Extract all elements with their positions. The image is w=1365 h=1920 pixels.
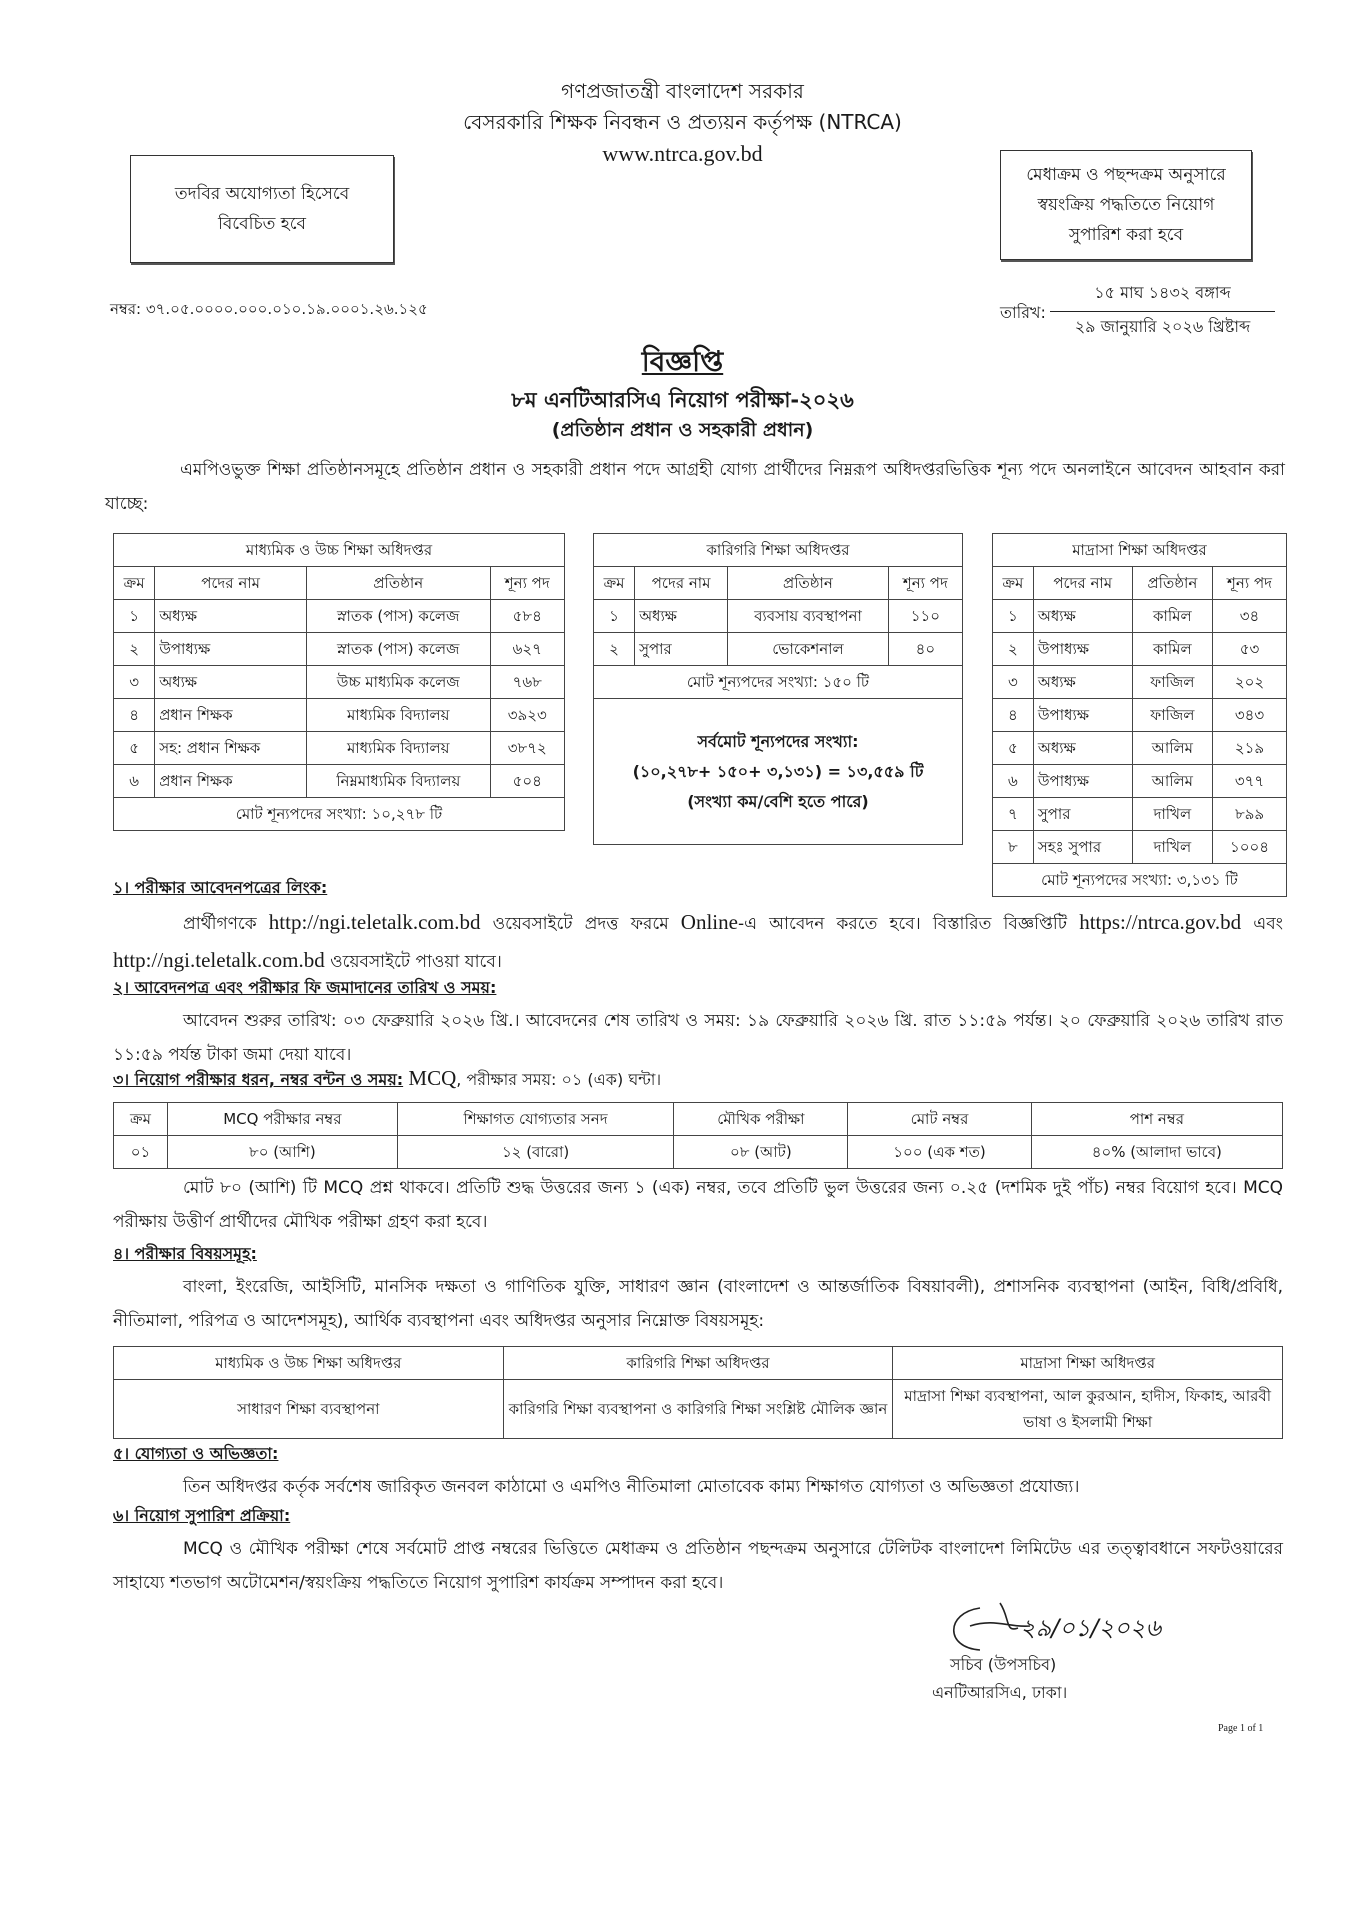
reference-number: নম্বর: ৩৭.০৫.০০০০.০০০.০১০.১৯.০০০১.২৬.১২৫ (110, 300, 428, 318)
authority-name: বেসরকারি শিক্ষক নিবন্ধন ও প্রত্যয়ন কর্তৃপক্ষ (NTRCA) (463, 110, 902, 134)
table-row (594, 633, 963, 666)
table-total: মোট শূন্যপদের সংখ্যা: ১০,২৭৮ টি (114, 798, 565, 831)
table-cell: উপাধ্যক্ষ (1033, 633, 1132, 666)
table-title: মাধ্যমিক ও উচ্চ শিক্ষা অধিদপ্তর (114, 534, 565, 567)
table-cell: সাধারণ শিক্ষা ব্যবস্থাপনা (114, 1380, 504, 1439)
date-bangla: ১৫ মাঘ ১৪৩২ বঙ্গাব্দ (1050, 280, 1275, 312)
subjects-table (113, 1346, 1283, 1439)
table-cell: অধ্যক্ষ (155, 600, 307, 633)
table-cell: ২ (993, 633, 1034, 666)
table-header-row (114, 567, 565, 600)
table-row (114, 732, 565, 765)
table-cell: ১০০ (এক শত) (848, 1136, 1031, 1169)
table-title-row (114, 534, 565, 567)
section-body: আবেদন শুরুর তারিখ: ০৩ ফেব্রুয়ারি ২০২৬ খ্রি.। আবেদনের শেষ তারিখ ও সময়: ১৯ ফেব্রুয়ারি ২০২৬ খ্রি. রাত ১১:৫৯ পর্যন্ত। ২০ ফেব্রুয়ারি ২০২৬ তারিখ রাত ১১:৫৯ পর্যন্ত টাকা জমা দেয়া যাবে। (113, 1011, 1283, 1065)
table-cell: ২ (114, 633, 155, 666)
table-cell: ৩৭৭ (1213, 765, 1287, 798)
table-cell: ৮০ (আশি) (167, 1136, 397, 1169)
text: Online (680, 910, 738, 934)
table-cell: ৩ (114, 666, 155, 699)
table-cell: ১ (993, 600, 1034, 633)
table-cell: প্রধান শিক্ষক (155, 765, 307, 798)
text: , পরীক্ষার সময়: ০১ (এক) ঘন্টা। (456, 1070, 662, 1089)
table-cell: ব্যবসায় ব্যবস্থাপনা (728, 600, 889, 633)
table-total-row (594, 666, 963, 699)
section-body: তিন অধিদপ্তর কর্তৃক সর্বশেষ জারিকৃত জনবল কাঠামো ও এমপিও নীতিমালা মোতাবেক কাম্য শিক্ষাগত যোগ্যতা ও অভিজ্ঞতা প্রযোজ্য। (183, 1477, 1080, 1497)
column-header: মাদ্রাসা শিক্ষা অধিদপ্তর (893, 1347, 1283, 1380)
vacancy-table-madrasa (992, 533, 1287, 897)
table-cell: ৪০% (আলাদা ভাবে) (1031, 1136, 1282, 1169)
intro-paragraph: এমপিওভুক্ত শিক্ষা প্রতিষ্ঠানসমূহে প্রতিষ্ঠান প্রধান ও সহকারী প্রধান পদে আগ্রহী যোগ্য প্রার্থীদের নিম্নরূপ অধিদপ্তরভিত্তিক শূন্য পদে অনলাইনে আবেদন আহবান করা যাচ্ছে: (105, 460, 1285, 514)
exam-title: ৮ম এনটিআরসিএ নিয়োগ পরীক্ষা-২০২৬ (511, 388, 854, 412)
column-header: ক্রম (114, 1103, 168, 1136)
right-notice-box (1000, 150, 1252, 260)
table-cell: কামিল (1132, 600, 1212, 633)
table-header-row (993, 567, 1287, 600)
table-cell: সহ: প্রধান শিক্ষক (155, 732, 307, 765)
column-header: শূন্য পদ (1213, 567, 1287, 600)
table-cell: ৮ (993, 831, 1034, 864)
table-cell: ৪০ (888, 633, 962, 666)
section-recommendation (113, 1500, 1283, 1600)
column-header: প্রতিষ্ঠান (728, 567, 889, 600)
table-cell: ২ (594, 633, 635, 666)
table-cell: উচ্চ মাধ্যমিক কলেজ (307, 666, 491, 699)
table-row (993, 600, 1287, 633)
signature (940, 1598, 1240, 1658)
table-cell: ৮৯৯ (1213, 798, 1287, 831)
table-cell: স্নাতক (পাস) কলেজ (307, 633, 491, 666)
table-row (114, 765, 565, 798)
column-header: শিক্ষাগত যোগ্যতার সনদ (397, 1103, 674, 1136)
text: -এ আবেদন করতে হবে। বিস্তারিত বিজ্ঞপ্তিটি (737, 914, 1080, 934)
signatory-designation: সচিব (উপসচিব) (950, 1655, 1057, 1674)
section-subjects (113, 1238, 1283, 1439)
website: www.ntrca.gov.bd (602, 141, 763, 166)
teletalk-link[interactable]: http://ngi.teletalk.com.bd (113, 948, 325, 972)
table-cell: ১ (114, 600, 155, 633)
text: ওয়েবসাইটে প্রদত্ত ফরমে (480, 914, 681, 934)
table-cell: দাখিল (1132, 798, 1212, 831)
table-cell: ৩৪৩ (1213, 699, 1287, 732)
section-body: MCQ ও মৌখিক পরীক্ষা শেষে সর্বমোট প্রাপ্ত নম্বরের ভিত্তিতে মেধাক্রম ও প্রতিষ্ঠান পছন্দক্রম অনুসারে টেলিটক বাংলাদেশ লিমিটেড এর তত্ত্বাবধানে সফটওয়ারের সাহায্যে শতভাগ অটোমেশন/স্বয়ংক্রিয় পদ্ধতিতে নিয়োগ সুপারিশ কার্যক্রম সম্পাদন করা হবে। (113, 1539, 1283, 1593)
grand-total-formula: (১০,২৭৮+ ১৫০+ ৩,১৩১) = ১৩,৫৫৯ টি (632, 761, 924, 781)
table-row (114, 1380, 1283, 1439)
signatory-office: এনটিআরসিএ, ঢাকা। (932, 1683, 1068, 1702)
section-heading: ৩। নিয়োগ পরীক্ষার ধরন, নম্বর বন্টন ও সময়: (113, 1070, 404, 1089)
column-header: শূন্য পদ (888, 567, 962, 600)
table-cell: ৩৯২৩ (490, 699, 565, 732)
column-header: পদের নাম (1033, 567, 1132, 600)
date-gregorian: ২৯ জানুয়ারি ২০২৬ খ্রিষ্টাব্দ (1074, 317, 1251, 336)
table-row (114, 666, 565, 699)
exam-subtitle: (প্রতিষ্ঠান প্রধান ও সহকারী প্রধান) (551, 419, 814, 441)
table-cell: ৬ (993, 765, 1034, 798)
notice-line: স্বয়ংক্রিয় পদ্ধতিতে নিয়োগ (1037, 195, 1215, 215)
marks-table (113, 1102, 1283, 1169)
table-cell: ৩৪ (1213, 600, 1287, 633)
table-cell: অধ্যক্ষ (1033, 732, 1132, 765)
table-cell: অধ্যক্ষ (1033, 666, 1132, 699)
table-cell: ভোকেশনাল (728, 633, 889, 666)
table-row (993, 765, 1287, 798)
section-heading: ৪। পরীক্ষার বিষয়সমূহ: (113, 1244, 257, 1263)
table-title: কারিগরি শিক্ষা অধিদপ্তর (594, 534, 963, 567)
column-header: শূন্য পদ (490, 567, 565, 600)
table-total: মোট শূন্যপদের সংখ্যা: ৩,১৩১ টি (993, 864, 1287, 897)
text: প্রার্থীগণকে (183, 914, 269, 934)
table-row (993, 831, 1287, 864)
table-cell: কারিগরি শিক্ষা ব্যবস্থাপনা ও কারিগরি শিক্ষা সংশ্লিষ্ট মৌলিক জ্ঞান (503, 1380, 893, 1439)
table-cell: ৪ (993, 699, 1034, 732)
signature-date: ২৯/০১/২০২৬ (1020, 1614, 1161, 1642)
notice-line: বিবেচিত হবে (217, 214, 307, 234)
date-label: তারিখ: (1000, 303, 1046, 322)
table-cell: ৫০৪ (490, 765, 565, 798)
table-cell: সহঃ সুপার (1033, 831, 1132, 864)
table-cell: ২১৯ (1213, 732, 1287, 765)
column-header: প্রতিষ্ঠান (307, 567, 491, 600)
section-application-link (113, 872, 1283, 980)
table-row (594, 600, 963, 633)
table-cell: ১০০৪ (1213, 831, 1287, 864)
table-cell: আলিম (1132, 765, 1212, 798)
table-cell: দাখিল (1132, 831, 1212, 864)
table-cell: ১১০ (888, 600, 962, 633)
column-header: পদের নাম (155, 567, 307, 600)
table-cell: ২০২ (1213, 666, 1287, 699)
table-total-row (114, 798, 565, 831)
section-heading: ৬। নিয়োগ সুপারিশ প্রক্রিয়া: (113, 1506, 291, 1525)
column-header: প্রতিষ্ঠান (1132, 567, 1212, 600)
table-cell: ৪ (114, 699, 155, 732)
table-cell: ১ (594, 600, 635, 633)
section-exam-type (113, 1064, 1283, 1239)
column-header: পদের নাম (635, 567, 728, 600)
table-cell: ৫ (993, 732, 1034, 765)
table-cell: অধ্যক্ষ (635, 600, 728, 633)
table-cell: অধ্যক্ষ (1033, 600, 1132, 633)
notice-line: তদবির অযোগ্যতা হিসেবে (174, 184, 350, 204)
vacancy-table-technical (593, 533, 963, 845)
table-cell: ৫৮৪ (490, 600, 565, 633)
table-cell: উপাধ্যক্ষ (155, 633, 307, 666)
table-cell: কামিল (1132, 633, 1212, 666)
text: এবং (1241, 914, 1283, 934)
grand-total-note: (সংখ্যা কম/বেশি হতে পারে) (687, 791, 869, 811)
table-cell: মাধ্যমিক বিদ্যালয় (307, 699, 491, 732)
table-row (993, 699, 1287, 732)
notice-line: মেধাক্রম ও পছন্দক্রম অনুসারে (1026, 165, 1226, 185)
table-cell: আলিম (1132, 732, 1212, 765)
teletalk-link[interactable]: http://ngi.teletalk.com.bd (268, 910, 481, 934)
table-cell: সুপার (635, 633, 728, 666)
table-cell: অধ্যক্ষ (155, 666, 307, 699)
table-row (114, 600, 565, 633)
table-title-row (594, 534, 963, 567)
text: ওয়েবসাইটে পাওয়া যাবে। (324, 952, 502, 972)
table-cell: ফাজিল (1132, 699, 1212, 732)
column-header: মাধ্যমিক ও উচ্চ শিক্ষা অধিদপ্তর (114, 1347, 504, 1380)
table-row (114, 633, 565, 666)
ntrca-link[interactable]: https://ntrca.gov.bd (1079, 910, 1242, 934)
column-header: পাশ নম্বর (1031, 1103, 1282, 1136)
column-header: ক্রম (993, 567, 1034, 600)
table-cell: উপাধ্যক্ষ (1033, 699, 1132, 732)
column-header: ক্রম (114, 567, 155, 600)
table-cell: সুপার (1033, 798, 1132, 831)
section-heading: ২। আবেদনপত্র এবং পরীক্ষার ফি জমাদানের তারিখ ও সময়: (113, 978, 497, 997)
section-qualification (113, 1438, 1283, 1504)
vacancy-table-secondary (113, 533, 565, 831)
section-dates (113, 972, 1283, 1072)
table-cell: ফাজিল (1132, 666, 1212, 699)
table-header-row (594, 567, 963, 600)
column-header: মৌখিক পরীক্ষা (674, 1103, 848, 1136)
column-header: MCQ পরীক্ষার নম্বর (167, 1103, 397, 1136)
table-cell: ৩ (993, 666, 1034, 699)
table-cell: মাদ্রাসা শিক্ষা ব্যবস্থাপনা, আল কুরআন, হাদীস, ফিকাহ, আরবী ভাষা ও ইসলামী শিক্ষা (893, 1380, 1283, 1439)
table-row (993, 666, 1287, 699)
column-header: ক্রম (594, 567, 635, 600)
table-row (993, 798, 1287, 831)
left-notice-box (130, 155, 394, 263)
table-cell: ৬২৭ (490, 633, 565, 666)
table-row (114, 1136, 1283, 1169)
section-body: মোট ৮০ (আশি) টি MCQ প্রশ্ন থাকবে। প্রতিটি শুদ্ধ উত্তরের জন্য ১ (এক) নম্বর, তবে প্রতিটি ভুল উত্তরের জন্য ০.২৫ (দশমিক দুই পাঁচ) নম্বর বিয়োগ হবে। MCQ পরীক্ষায় উত্তীর্ণ প্রার্থীদের মৌখিক পরীক্ষা গ্রহণ করা হবে। (113, 1178, 1283, 1232)
table-header-row (114, 1347, 1283, 1380)
table-cell: ৩৮৭২ (490, 732, 565, 765)
government-name: গণপ্রজাতন্ত্রী বাংলাদেশ সরকার (561, 79, 804, 103)
section-body: বাংলা, ইংরেজি, আইসিটি, মানসিক দক্ষতা ও গাণিতিক যুক্তি, সাধারণ জ্ঞান (বাংলাদেশ ও আন্তর্জাতিক বিষয়াবলী), প্রশাসনিক ব্যবস্থাপনা (আইন, বিধি/প্রবিধি, নীতিমালা, পরিপত্র ও আদেশসমূহ), আর্থিক ব্যবস্থাপনা এবং অধিদপ্তর অনুসার নিম্নোক্ত বিষয়সমূহ: (113, 1277, 1283, 1331)
section-heading: ১। পরীক্ষার আবেদনপত্রের লিংক: (113, 878, 328, 897)
table-cell: স্নাতক (পাস) কলেজ (307, 600, 491, 633)
grand-total-box (593, 699, 963, 845)
text: MCQ (403, 1066, 457, 1090)
page-title: বিজ্ঞপ্তি (641, 345, 724, 378)
grand-total-label: সর্বমোট শূন্যপদের সংখ্যা: (697, 731, 859, 751)
table-cell: ১২ (বারো) (397, 1136, 674, 1169)
section-heading: ৫। যোগ্যতা ও অভিজ্ঞতা: (113, 1444, 279, 1463)
table-title-row (993, 534, 1287, 567)
table-cell: ০৮ (আট) (674, 1136, 848, 1169)
table-header-row (114, 1103, 1283, 1136)
column-header: মোট নম্বর (848, 1103, 1031, 1136)
table-row (993, 732, 1287, 765)
notice-line: সুপারিশ করা হবে (1068, 225, 1184, 245)
table-cell: ৫৩ (1213, 633, 1287, 666)
table-cell: উপাধ্যক্ষ (1033, 765, 1132, 798)
table-cell: ০১ (114, 1136, 168, 1169)
table-row (114, 699, 565, 732)
table-title: মাদ্রাসা শিক্ষা অধিদপ্তর (993, 534, 1287, 567)
page-number: Page 1 of 1 (1218, 1723, 1264, 1734)
table-cell: মাধ্যমিক বিদ্যালয় (307, 732, 491, 765)
table-total: মোট শূন্যপদের সংখ্যা: ১৫০ টি (594, 666, 963, 699)
table-cell: ৫ (114, 732, 155, 765)
table-cell: ৭৬৮ (490, 666, 565, 699)
table-cell: ৭ (993, 798, 1034, 831)
column-header: কারিগরি শিক্ষা অধিদপ্তর (503, 1347, 893, 1380)
table-row (993, 633, 1287, 666)
table-cell: নিম্নমাধ্যমিক বিদ্যালয় (307, 765, 491, 798)
table-cell: প্রধান শিক্ষক (155, 699, 307, 732)
table-cell: ৬ (114, 765, 155, 798)
